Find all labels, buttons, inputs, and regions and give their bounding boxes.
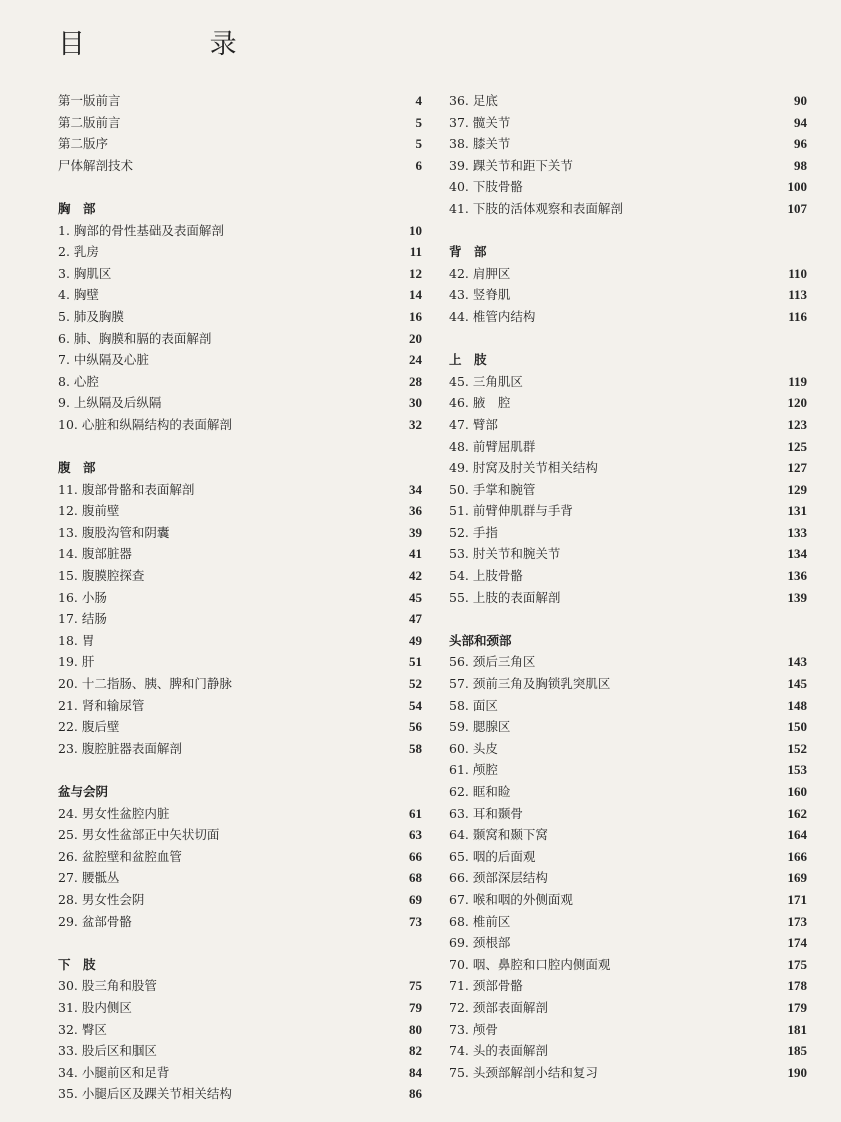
- toc-entry-page: 49: [409, 632, 422, 648]
- toc-entry[interactable]: [58, 846, 422, 868]
- toc-entry-page: 80: [409, 1021, 422, 1037]
- toc-entry-label: 第二版序: [58, 136, 109, 152]
- toc-entry-page: 185: [787, 1043, 807, 1059]
- toc-entry[interactable]: [58, 889, 422, 911]
- toc-entry-label: 42. 肩胛区: [449, 265, 511, 281]
- toc-entry-page: 150: [787, 719, 807, 735]
- toc-entry-label: 71. 颈部骨骼: [449, 978, 523, 994]
- toc-entry-label: 5. 肺及胸膜: [58, 308, 124, 324]
- toc-entry[interactable]: [58, 155, 422, 177]
- toc-entry-label: 31. 股内侧区: [58, 999, 132, 1015]
- toc-entry[interactable]: [58, 911, 422, 933]
- toc-entry[interactable]: [58, 112, 422, 134]
- toc-entry-label: 38. 膝关节: [449, 136, 511, 152]
- toc-entry[interactable]: [58, 651, 422, 673]
- toc-entry-page: 42: [409, 568, 422, 584]
- toc-entry-page: 175: [787, 956, 807, 972]
- toc-entry-label: 61. 颅腔: [449, 762, 498, 778]
- toc-entry-page: 164: [787, 827, 807, 843]
- toc-entry[interactable]: [58, 284, 422, 306]
- toc-entry-label: 25. 男女性盆部正中矢状切面: [58, 827, 220, 843]
- toc-entry[interactable]: [58, 587, 422, 609]
- toc-entry[interactable]: [58, 241, 422, 263]
- toc-entry-page: 110: [788, 265, 807, 281]
- toc-entry-label: 36. 足底: [449, 93, 498, 108]
- toc-entry-label: 49. 肘窝及肘关节相关结构: [449, 460, 598, 476]
- toc-entry[interactable]: [58, 133, 422, 155]
- toc-entry-label: 73. 颅骨: [449, 1021, 498, 1037]
- toc-entry-label: 57. 颈前三角及胸锁乳突肌区: [449, 676, 611, 692]
- toc-entry-page: 160: [787, 784, 807, 799]
- toc-entry-label: 53. 肘关节和腕关节: [449, 546, 561, 562]
- toc-entry-label: 18. 胃: [58, 632, 95, 648]
- toc-entry[interactable]: [449, 90, 807, 112]
- toc-entry-label: 54. 上肢骨骼: [449, 568, 523, 584]
- toc-entry[interactable]: [58, 392, 422, 414]
- toc-entry-page: 120: [787, 395, 807, 411]
- toc-entry-page: 82: [409, 1043, 422, 1059]
- toc-entry-page: 24: [409, 352, 422, 368]
- toc-entry-label: 尸体解剖技术: [58, 157, 134, 173]
- toc-entry-label: 3. 胸肌区: [58, 265, 112, 281]
- toc-entry-label: 32. 臀区: [58, 1021, 107, 1037]
- toc-entry[interactable]: [449, 759, 807, 781]
- toc-entry-label: 39. 踝关节和距下关节: [449, 157, 573, 173]
- toc-entry-label: 55. 上肢的表面解剖: [449, 589, 561, 605]
- toc-entry-page: 134: [787, 546, 807, 562]
- toc-entry-page: 136: [787, 568, 807, 584]
- toc-entry-page: 166: [787, 848, 807, 864]
- toc-entry-label: 68. 椎前区: [449, 913, 511, 929]
- toc-entry[interactable]: [58, 673, 422, 695]
- toc-entry-label: 第一版前言: [58, 93, 121, 108]
- toc-entry[interactable]: [449, 543, 807, 565]
- toc-entry[interactable]: [449, 1040, 807, 1062]
- toc-entry-label: 7. 中纵隔及心脏: [58, 352, 149, 368]
- toc-entry-label: 51. 前臂伸肌群与手背: [449, 503, 573, 519]
- toc-entry-label: 20. 十二指肠、胰、脾和门静脉: [58, 676, 232, 692]
- toc-entry[interactable]: [58, 543, 422, 565]
- toc-entry-page: 131: [787, 503, 807, 519]
- toc-entry-label: 65. 咽的后面观: [449, 848, 536, 864]
- toc-entry[interactable]: [58, 414, 422, 436]
- toc-entry-page: 145: [787, 676, 807, 692]
- toc-entry-label: 58. 面区: [449, 697, 498, 713]
- toc-entry-label: 37. 髋关节: [449, 114, 511, 130]
- toc-entry[interactable]: [449, 803, 807, 825]
- toc-entry[interactable]: [58, 522, 422, 544]
- toc-entry-page: 63: [409, 827, 422, 843]
- toc-entry-label: 72. 颈部表面解剖: [449, 999, 548, 1015]
- toc-entry-page: 6: [415, 157, 422, 173]
- toc-entry-label: 35. 小腿后区及踝关节相关结构: [58, 1086, 232, 1102]
- toc-entry-page: 16: [409, 308, 422, 324]
- toc-entry[interactable]: [449, 565, 807, 587]
- toc-entry[interactable]: [58, 220, 422, 242]
- toc-entry-label: 19. 肝: [58, 654, 95, 670]
- toc-entry[interactable]: [58, 565, 422, 587]
- toc-entry-page: 56: [409, 719, 422, 735]
- toc-entry-label: 63. 耳和颞骨: [449, 805, 523, 821]
- toc-entry-label: 第二版前言: [58, 114, 121, 130]
- toc-entry[interactable]: [58, 1062, 422, 1084]
- toc-entry-page: 34: [409, 481, 422, 497]
- toc-entry-page: 5: [415, 114, 422, 130]
- right-sections: [449, 241, 807, 1083]
- toc-entry[interactable]: [449, 975, 807, 997]
- toc-entry-page: 123: [787, 416, 807, 432]
- toc-entry[interactable]: [449, 522, 807, 544]
- toc-entry[interactable]: [449, 1019, 807, 1041]
- toc-left-column: [58, 90, 422, 1105]
- toc-entry[interactable]: [58, 371, 422, 393]
- toc-entry-label: 43. 竖脊肌: [449, 287, 511, 303]
- toc-entry-label: 6. 肺、胸膜和膈的表面解剖: [58, 330, 212, 346]
- toc-entry-page: 75: [409, 978, 422, 994]
- toc-entry[interactable]: [58, 306, 422, 328]
- left-sections: [58, 198, 422, 1105]
- section-heading: 上 肢: [449, 352, 487, 368]
- toc-entry-label: 56. 颈后三角区: [449, 654, 536, 670]
- toc-entry-label: 62. 眶和睑: [449, 784, 511, 799]
- toc-entry-label: 28. 男女性会阴: [58, 891, 145, 907]
- toc-entry-page: 139: [787, 589, 807, 605]
- toc-entry-label: 24. 男女性盆腔内脏: [58, 805, 170, 821]
- toc-entry[interactable]: [58, 349, 422, 371]
- toc-entry-label: 74. 头的表面解剖: [449, 1043, 548, 1059]
- section-heading: 头部和颈部: [449, 632, 512, 648]
- toc-entry-label: 21. 肾和输尿管: [58, 697, 145, 713]
- toc-entry[interactable]: [449, 133, 807, 155]
- toc-entry[interactable]: [58, 695, 422, 717]
- toc-entry-page: 68: [409, 870, 422, 886]
- toc-entry[interactable]: [449, 371, 807, 393]
- toc-entry[interactable]: [58, 479, 422, 501]
- toc-entry[interactable]: [449, 500, 807, 522]
- toc-entry[interactable]: [449, 198, 807, 220]
- toc-entry-page: 28: [409, 373, 422, 389]
- toc-entry[interactable]: [58, 1083, 422, 1105]
- toc-entry-label: 69. 颈根部: [449, 935, 511, 951]
- toc-entry-page: 162: [787, 805, 807, 821]
- section-heading: 胸 部: [58, 200, 96, 216]
- toc-entry[interactable]: [449, 1062, 807, 1084]
- toc-entry[interactable]: [449, 932, 807, 954]
- toc-entry[interactable]: [449, 954, 807, 976]
- toc-entry-label: 59. 腮腺区: [449, 719, 511, 735]
- toc-entry-label: 67. 喉和咽的外侧面观: [449, 891, 573, 907]
- toc-entry[interactable]: [449, 716, 807, 738]
- toc-entry[interactable]: [449, 651, 807, 673]
- toc-entry[interactable]: [58, 263, 422, 285]
- toc-entry-page: 116: [788, 308, 807, 324]
- toc-entry-page: 73: [409, 913, 422, 929]
- toc-entry-label: 10. 心脏和纵隔结构的表面解剖: [58, 416, 232, 432]
- section-heading: 背 部: [449, 244, 487, 260]
- toc-entry[interactable]: [449, 738, 807, 760]
- toc-entry[interactable]: [58, 500, 422, 522]
- toc-right-column: [449, 90, 807, 1083]
- toc-entry-page: 47: [409, 611, 422, 627]
- toc-entry-page: 36: [409, 503, 422, 519]
- toc-entry[interactable]: [58, 803, 422, 825]
- toc-entry-page: 179: [787, 999, 807, 1015]
- toc-entry[interactable]: [58, 630, 422, 652]
- toc-entry[interactable]: [58, 997, 422, 1019]
- toc-entry[interactable]: [449, 695, 807, 717]
- toc-entry[interactable]: [449, 479, 807, 501]
- toc-entry[interactable]: [449, 284, 807, 306]
- toc-entry-page: 5: [415, 136, 422, 152]
- toc-entry-page: 152: [787, 740, 807, 756]
- toc-entry-label: 44. 椎管内结构: [449, 308, 536, 324]
- toc-entry-page: 86: [409, 1086, 422, 1102]
- toc-entry-page: 125: [787, 438, 807, 454]
- toc-entry-page: 54: [409, 697, 422, 713]
- toc-entry-page: 14: [409, 287, 422, 303]
- toc-entry[interactable]: [58, 975, 422, 997]
- toc-entry[interactable]: [58, 1019, 422, 1041]
- toc-entry-page: 169: [787, 870, 807, 886]
- front-matter-list: [58, 90, 422, 176]
- continuation-list: [449, 90, 807, 220]
- toc-entry-page: 41: [409, 546, 422, 562]
- toc-entry-label: 17. 结肠: [58, 611, 107, 627]
- toc-entry[interactable]: [58, 1040, 422, 1062]
- toc-entry[interactable]: [449, 306, 807, 328]
- toc-entry-page: 52: [409, 676, 422, 692]
- toc-entry-label: 41. 下肢的活体观察和表面解剖: [449, 200, 623, 216]
- toc-entry-page: 61: [409, 805, 422, 821]
- toc-entry-label: 70. 咽、鼻腔和口腔内侧面观: [449, 956, 611, 972]
- toc-entry-page: 148: [787, 697, 807, 713]
- toc-entry-label: 46. 腋 腔: [449, 395, 511, 411]
- toc-entry-label: 2. 乳房: [58, 244, 99, 260]
- toc-entry-page: 79: [409, 999, 422, 1015]
- toc-entry-page: 66: [409, 848, 422, 864]
- toc-entry[interactable]: [449, 889, 807, 911]
- toc-entry-page: 51: [409, 654, 422, 670]
- toc-entry[interactable]: [449, 997, 807, 1019]
- toc-entry-page: 173: [787, 913, 807, 929]
- toc-entry[interactable]: [58, 716, 422, 738]
- page-title: 目 录: [58, 29, 295, 60]
- toc-entry-page: 96: [794, 136, 807, 152]
- toc-entry-label: 34. 小腿前区和足背: [58, 1064, 170, 1080]
- toc-entry-page: 100: [787, 179, 807, 195]
- toc-entry[interactable]: [449, 414, 807, 436]
- toc-entry-page: 174: [787, 935, 807, 951]
- toc-entry-label: 26. 盆腔壁和盆腔血管: [58, 848, 182, 864]
- toc-entry-page: 32: [409, 416, 422, 432]
- toc-entry-label: 27. 腰骶丛: [58, 870, 120, 886]
- toc-entry-page: 10: [409, 222, 422, 238]
- toc-entry-page: 94: [794, 114, 807, 130]
- toc-entry-page: 143: [787, 654, 807, 670]
- toc-entry-label: 52. 手指: [449, 524, 498, 540]
- toc-entry-page: 178: [787, 978, 807, 994]
- toc-entry-label: 29. 盆部骨骼: [58, 913, 132, 929]
- toc-entry-page: 4: [415, 93, 422, 108]
- toc-entry[interactable]: [58, 824, 422, 846]
- toc-entry[interactable]: [449, 587, 807, 609]
- toc-entry[interactable]: [449, 112, 807, 134]
- toc-entry-page: 90: [794, 93, 807, 108]
- toc-entry-label: 11. 腹部骨骼和表面解剖: [58, 481, 195, 497]
- toc-entry[interactable]: [449, 781, 807, 803]
- toc-entry-page: 45: [409, 589, 422, 605]
- toc-entry-page: 181: [787, 1021, 807, 1037]
- toc-entry-label: 15. 腹膜腔探查: [58, 568, 145, 584]
- toc-entry[interactable]: [449, 263, 807, 285]
- toc-entry[interactable]: [449, 176, 807, 198]
- toc-entry[interactable]: [449, 911, 807, 933]
- toc-entry-page: 119: [788, 373, 807, 389]
- toc-entry-label: 45. 三角肌区: [449, 373, 523, 389]
- toc-entry-label: 23. 腹腔脏器表面解剖: [58, 740, 182, 756]
- toc-entry[interactable]: [58, 738, 422, 760]
- toc-entry-label: 40. 下肢骨骼: [449, 179, 523, 195]
- toc-entry[interactable]: [449, 436, 807, 458]
- section-heading: 腹 部: [58, 460, 96, 476]
- toc-entry-page: 113: [788, 287, 807, 303]
- toc-entry-label: 4. 胸壁: [58, 287, 99, 303]
- toc-entry-label: 66. 颈部深层结构: [449, 870, 548, 886]
- toc-entry-label: 22. 腹后壁: [58, 719, 120, 735]
- toc-entry-label: 48. 前臂屈肌群: [449, 438, 536, 454]
- toc-entry[interactable]: [58, 608, 422, 630]
- toc-entry-page: 58: [409, 740, 422, 756]
- toc-entry-page: 84: [409, 1064, 422, 1080]
- toc-entry[interactable]: [449, 867, 807, 889]
- toc-entry-page: 190: [787, 1064, 807, 1080]
- toc-entry[interactable]: [58, 328, 422, 350]
- toc-entry-label: 12. 腹前壁: [58, 503, 120, 519]
- toc-entry-page: 12: [409, 265, 422, 281]
- toc-entry-page: 171: [787, 891, 807, 907]
- toc-entry[interactable]: [449, 673, 807, 695]
- toc-entry-label: 30. 股三角和股管: [58, 978, 157, 994]
- toc-entry-page: 129: [787, 481, 807, 497]
- toc-entry-label: 16. 小肠: [58, 589, 107, 605]
- toc-entry-page: 127: [787, 460, 807, 476]
- toc-entry[interactable]: [58, 90, 422, 112]
- toc-entry-label: 14. 腹部脏器: [58, 546, 132, 562]
- toc-entry-page: 39: [409, 524, 422, 540]
- toc-entry-label: 1. 胸部的骨性基础及表面解剖: [58, 222, 224, 238]
- toc-entry-page: 133: [787, 524, 807, 540]
- toc-entry-page: 98: [794, 157, 807, 173]
- toc-entry-label: 9. 上纵隔及后纵隔: [58, 395, 162, 411]
- toc-entry-label: 75. 头颈部解剖小结和复习: [449, 1064, 598, 1080]
- toc-entry-label: 13. 腹股沟管和阴囊: [58, 524, 170, 540]
- section-heading: 盆与会阴: [58, 784, 109, 799]
- toc-entry[interactable]: [449, 846, 807, 868]
- toc-entry[interactable]: [449, 457, 807, 479]
- toc-entry-label: 64. 颞窝和颞下窝: [449, 827, 548, 843]
- toc-entry-page: 30: [409, 395, 422, 411]
- toc-entry-label: 50. 手掌和腕管: [449, 481, 536, 497]
- toc-entry[interactable]: [449, 155, 807, 177]
- toc-entry-page: 20: [409, 330, 422, 346]
- toc-entry-label: 8. 心腔: [58, 373, 99, 389]
- toc-entry-page: 69: [409, 891, 422, 907]
- section-heading: 下 肢: [58, 956, 96, 972]
- toc-entry-page: 11: [409, 244, 422, 260]
- toc-entry-page: 153: [787, 762, 807, 778]
- toc-entry-label: 60. 头皮: [449, 740, 498, 756]
- toc-entry[interactable]: [449, 824, 807, 846]
- toc-entry-label: 47. 臂部: [449, 416, 498, 432]
- toc-entry[interactable]: [449, 392, 807, 414]
- toc-entry[interactable]: [58, 867, 422, 889]
- toc-entry-label: 33. 股后区和腘区: [58, 1043, 157, 1059]
- toc-entry-page: 107: [787, 200, 807, 216]
